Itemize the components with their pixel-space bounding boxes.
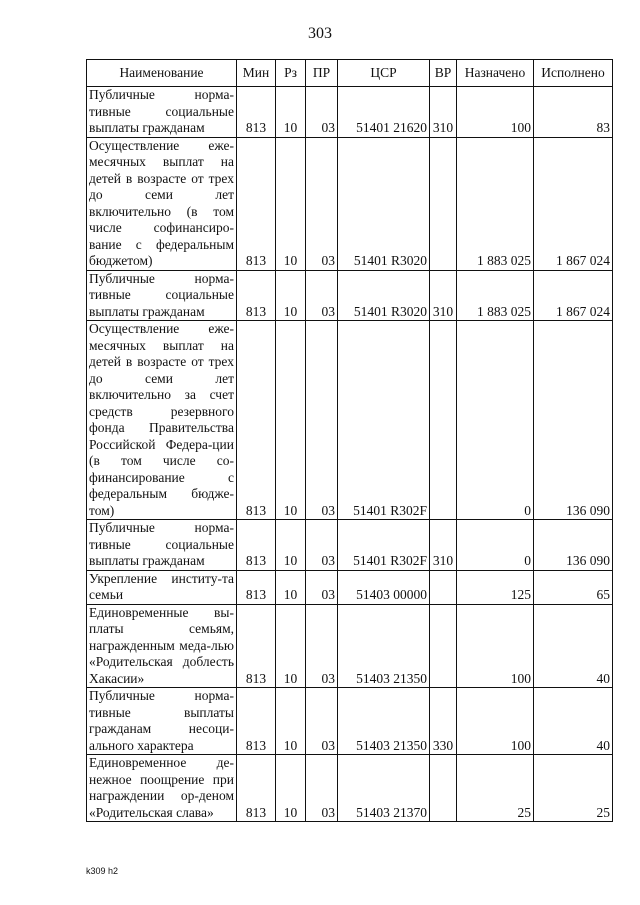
table-row [87, 137, 613, 270]
row-rz: 10 [276, 688, 306, 755]
row-rz: 10 [276, 604, 306, 688]
row-csr: 51403 21350 [338, 604, 430, 688]
row-rz: 10 [276, 137, 306, 270]
row-csr: 51401 R302F [338, 321, 430, 520]
header-name: Наименование [87, 60, 237, 87]
row-rz: 10 [276, 755, 306, 822]
table-row [87, 321, 613, 520]
row-name: Публичные норма-тивные социальные выплаты гражданам [87, 270, 237, 321]
row-vr: 310 [430, 87, 457, 138]
row-min: 813 [237, 604, 276, 688]
row-vr [430, 604, 457, 688]
row-csr: 51401 21620 [338, 87, 430, 138]
row-executed: 136 090 [534, 321, 613, 520]
row-csr: 51401 R3020 [338, 137, 430, 270]
row-csr: 51403 21350 [338, 688, 430, 755]
row-pr: 03 [306, 270, 338, 321]
table-row [87, 570, 613, 604]
header-executed: Исполнено [534, 60, 613, 87]
row-name: Осуществление еже-месячных выплат на детей в возрасте от трех до семи лет включительно за счет средств резервного фонда Правительства Российской Федера-ции (в том числе со-финансирование с федеральным бюдже-том) [87, 321, 237, 520]
row-executed: 1 867 024 [534, 270, 613, 321]
row-pr: 03 [306, 87, 338, 138]
row-assigned: 25 [457, 755, 534, 822]
row-vr [430, 755, 457, 822]
row-executed: 40 [534, 688, 613, 755]
footer-code: k309 h2 [86, 866, 119, 876]
row-assigned: 0 [457, 520, 534, 571]
row-rz: 10 [276, 87, 306, 138]
header-assigned: Назначено [457, 60, 534, 87]
row-rz: 10 [276, 570, 306, 604]
row-assigned: 125 [457, 570, 534, 604]
row-csr: 51401 R3020 [338, 270, 430, 321]
table-row [87, 87, 613, 138]
header-min: Мин [237, 60, 276, 87]
row-name: Публичные норма-тивные выплаты гражданам несоци-ального характера [87, 688, 237, 755]
row-pr: 03 [306, 321, 338, 520]
table-row [87, 270, 613, 321]
header-vr: ВР [430, 60, 457, 87]
header-csr: ЦСР [338, 60, 430, 87]
row-vr: 330 [430, 688, 457, 755]
row-name: Единовременные вы-платы семьям, награжденным меда-лью «Родительская доблесть Хакасии» [87, 604, 237, 688]
row-pr: 03 [306, 520, 338, 571]
row-csr: 51401 R302F [338, 520, 430, 571]
row-name: Публичные норма-тивные социальные выплаты гражданам [87, 87, 237, 138]
row-name: Публичные норма-тивные социальные выплаты гражданам [87, 520, 237, 571]
row-min: 813 [237, 137, 276, 270]
row-assigned: 0 [457, 321, 534, 520]
row-csr: 51403 21370 [338, 755, 430, 822]
row-pr: 03 [306, 604, 338, 688]
row-executed: 25 [534, 755, 613, 822]
row-vr [430, 137, 457, 270]
row-pr: 03 [306, 570, 338, 604]
row-min: 813 [237, 87, 276, 138]
row-rz: 10 [276, 520, 306, 571]
row-assigned: 100 [457, 604, 534, 688]
table-row [87, 604, 613, 688]
row-rz: 10 [276, 270, 306, 321]
budget-table [86, 59, 613, 822]
row-executed: 65 [534, 570, 613, 604]
row-min: 813 [237, 520, 276, 571]
row-assigned: 1 883 025 [457, 270, 534, 321]
row-vr [430, 321, 457, 520]
row-pr: 03 [306, 137, 338, 270]
row-executed: 40 [534, 604, 613, 688]
page-number: 303 [308, 25, 332, 42]
table-row [87, 755, 613, 822]
row-min: 813 [237, 570, 276, 604]
row-min: 813 [237, 755, 276, 822]
row-assigned: 1 883 025 [457, 137, 534, 270]
row-name: Укрепление институ-та семьи [87, 570, 237, 604]
row-min: 813 [237, 270, 276, 321]
row-min: 813 [237, 688, 276, 755]
row-vr: 310 [430, 520, 457, 571]
table-row [87, 688, 613, 755]
row-executed: 136 090 [534, 520, 613, 571]
row-pr: 03 [306, 755, 338, 822]
row-min: 813 [237, 321, 276, 520]
row-name: Осуществление еже-месячных выплат на детей в возрасте от трех до семи лет включительно (в том числе софинансиро-вание с федеральным бюджетом) [87, 137, 237, 270]
header-pr: ПР [306, 60, 338, 87]
row-csr: 51403 00000 [338, 570, 430, 604]
table-row [87, 520, 613, 571]
row-vr [430, 570, 457, 604]
row-assigned: 100 [457, 87, 534, 138]
row-assigned: 100 [457, 688, 534, 755]
row-executed: 1 867 024 [534, 137, 613, 270]
row-executed: 83 [534, 87, 613, 138]
table-header-row [87, 60, 613, 87]
row-name: Единовременное де-нежное поощрение при награждении ор-деном «Родительская слава» [87, 755, 237, 822]
header-rz: Рз [276, 60, 306, 87]
row-rz: 10 [276, 321, 306, 520]
row-pr: 03 [306, 688, 338, 755]
row-vr: 310 [430, 270, 457, 321]
